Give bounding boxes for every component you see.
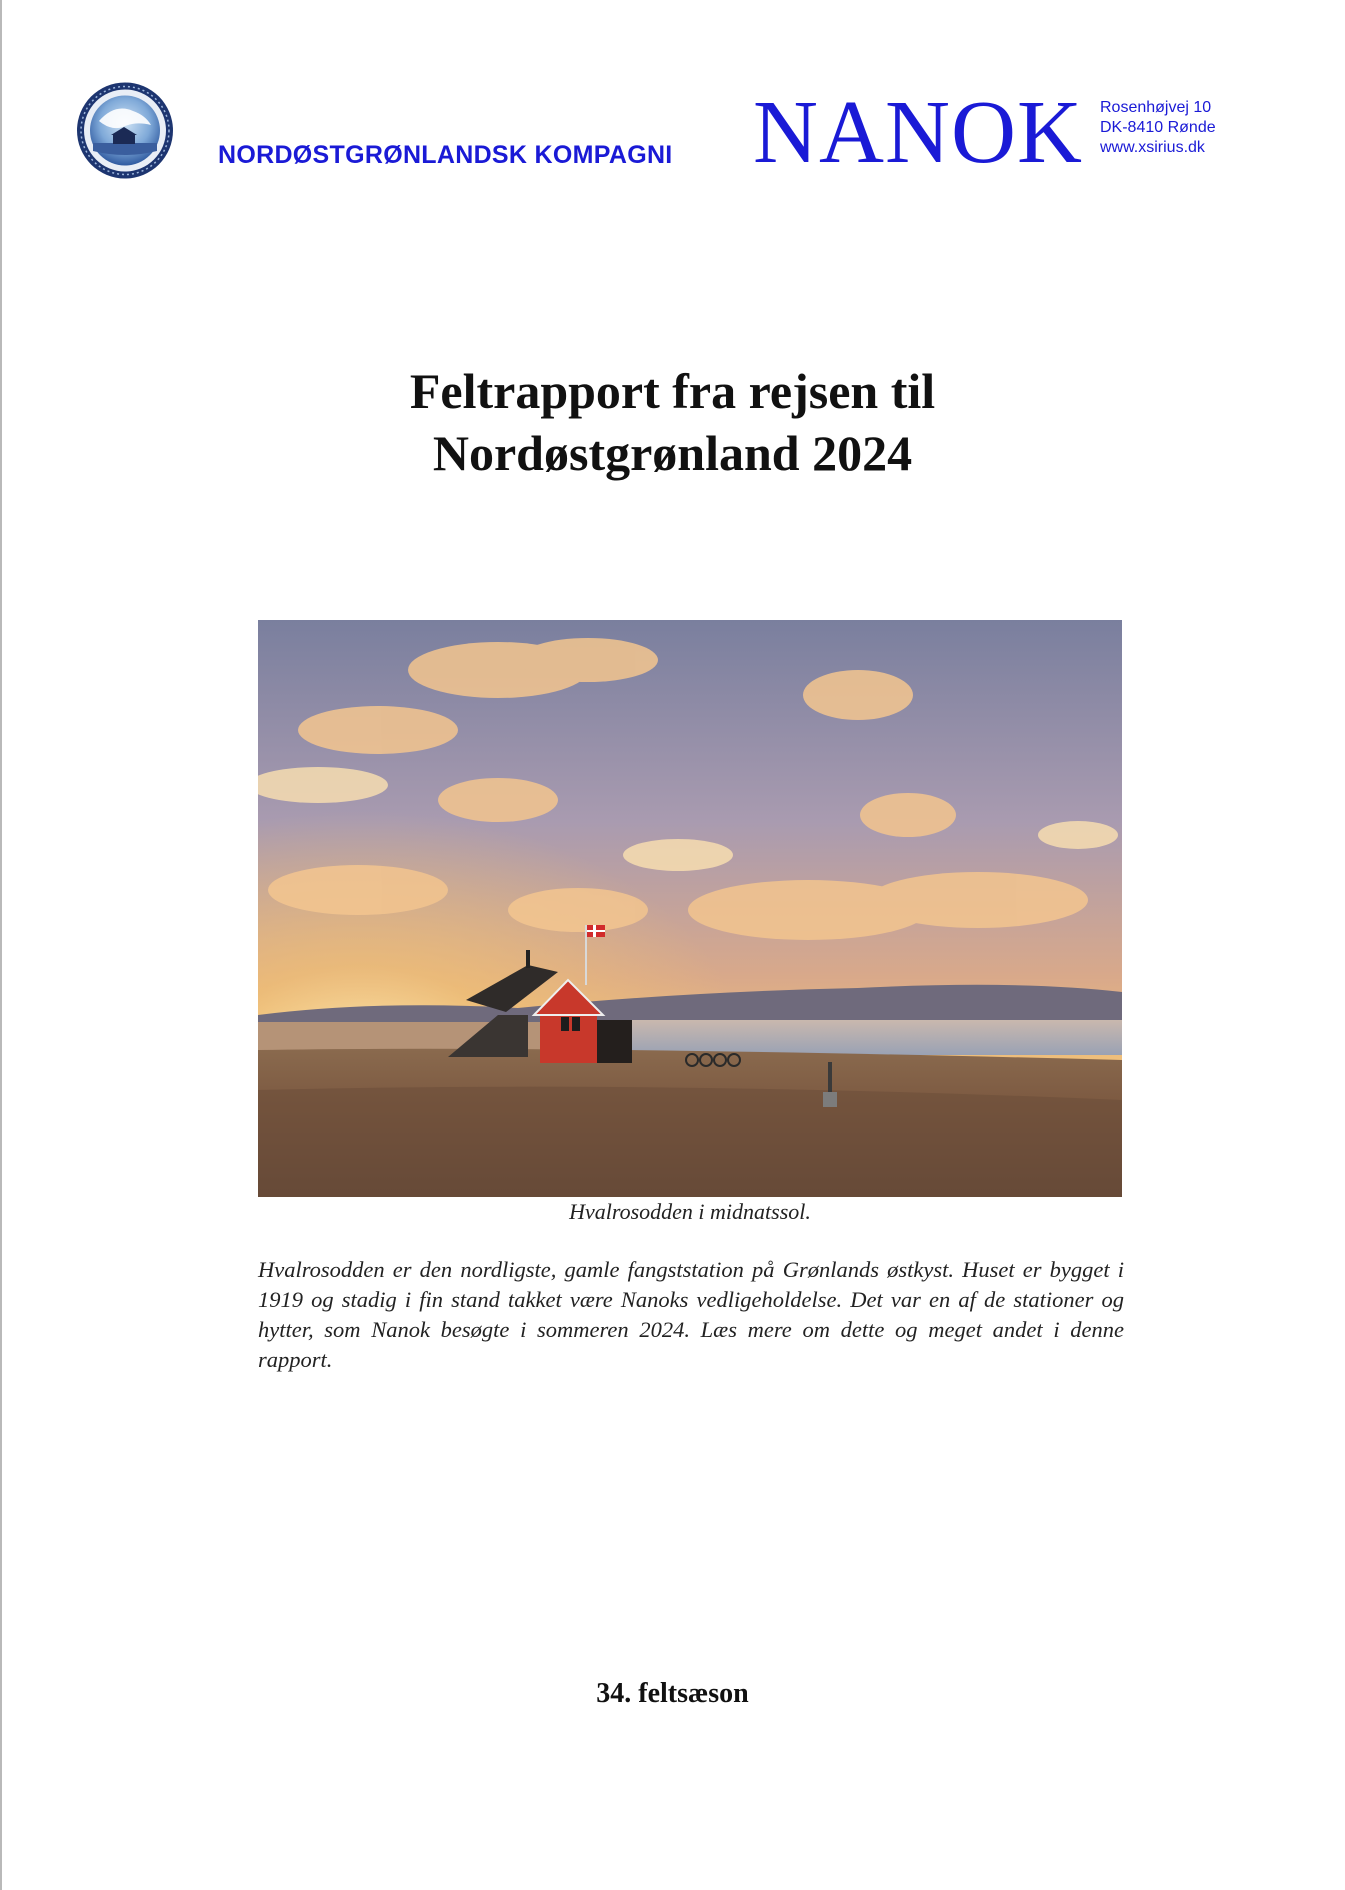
address-city: DK-8410 Rønde: [1100, 119, 1216, 136]
brand-name: NANOK: [753, 83, 1083, 182]
company-name: NORDØSTGRØNLANDSK KOMPAGNI: [218, 141, 673, 169]
address-street: Rosenhøjvej 10: [1100, 99, 1212, 116]
intro-paragraph: Hvalrosodden er den nordligste, gamle fangststation på Grønlands østkyst. Huset er bygget i 1919 og stadig i fin stand takket være Nanoks vedligeholdelse. Det var en af de stationer og hytter, som Nanok besøgte i sommeren 2024. Læs mere om dette og meget andet i denne rapport.: [258, 1257, 1124, 1372]
nanok-emblem-icon: [75, 81, 175, 180]
season-label: 34. feltsæson: [596, 1678, 749, 1709]
title-line-2: Nordøstgrønland 2024: [432, 425, 913, 481]
page-title: [0, 360, 1345, 484]
website-link[interactable]: www.xsirius.dk: [1100, 139, 1205, 156]
photo-caption: Hvalrosodden i midnatssol.: [569, 1199, 811, 1224]
cover-photo: [258, 620, 1122, 1197]
address-block: [1100, 98, 1216, 158]
title-line-1: Feltrapport fra rejsen til: [409, 363, 936, 419]
page-edge: [0, 0, 2, 1890]
